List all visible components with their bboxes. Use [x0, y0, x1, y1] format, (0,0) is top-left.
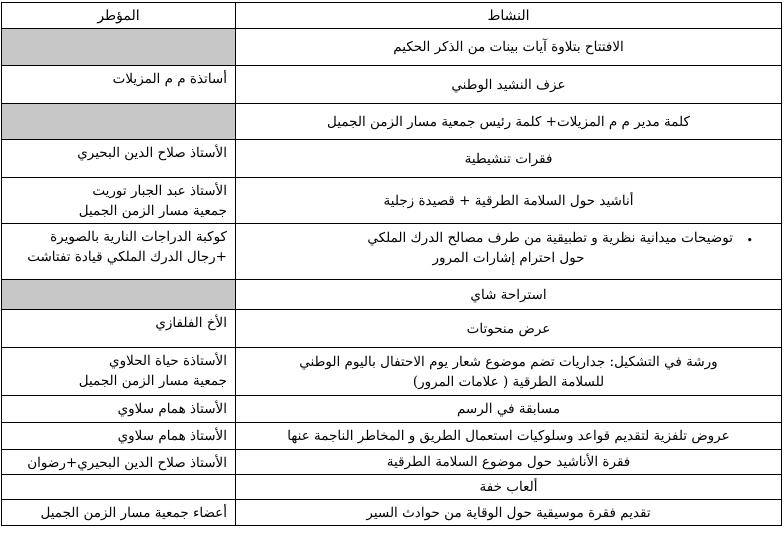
activity-cell [236, 423, 782, 450]
activity-text: حول احترام إشارات المرور [432, 250, 585, 266]
table-row [2, 224, 782, 280]
table-row [2, 500, 782, 526]
bullet-icon: • [746, 234, 753, 247]
table-row [2, 29, 782, 66]
supervisor-text: الأستاذ عبد الجبار توريت [92, 183, 227, 199]
activity-cell [236, 450, 782, 475]
activity-cell [236, 280, 782, 310]
table-body [2, 29, 782, 526]
table-row [2, 140, 782, 178]
activity-text: عزف النشيد الوطني [451, 76, 566, 93]
supervisor-text: الأخ الفلفازي [155, 315, 227, 331]
supervisor-cell-empty [2, 280, 236, 310]
supervisor-text: الأستاذ همام سلاوي [117, 401, 227, 417]
activity-cell [236, 140, 782, 178]
supervisor-text: +رجال الدرك الملكي قيادة تفتاشت [27, 249, 227, 265]
supervisor-text: أساتذة م م المزيلات [112, 71, 227, 87]
supervisor-cell [2, 224, 236, 280]
activity-text: استراحة شاي [470, 286, 547, 303]
table-row [2, 104, 782, 140]
activity-cell [236, 66, 782, 104]
header-activity: النشاط [236, 3, 782, 29]
activity-text: توضيحات ميدانية نظرية و تطبيقية من طرف مصالح الدرك الملكي [367, 230, 733, 246]
supervisor-text: الأستاذ همام سلاوي [117, 428, 227, 444]
supervisor-cell-empty [2, 29, 236, 66]
activity-text: للسلامة الطرقية ( علامات المرور) [412, 373, 605, 390]
supervisor-cell [2, 475, 236, 500]
activity-text: الافتتاح بتلاوة آيات بينات من الذكر الحكيم [393, 39, 624, 55]
table-row [2, 450, 782, 475]
program-table [1, 2, 782, 526]
supervisor-text: الأستاذة حياة الحلاوي [109, 353, 227, 369]
supervisor-text: أعضاء جمعية مسار الزمن الجميل [40, 505, 227, 521]
activity-cell [236, 104, 782, 140]
activity-text: تقديم فقرة موسيقية حول الوقاية من حوادث السير [366, 504, 651, 521]
table-row [2, 66, 782, 104]
activity-cell [236, 29, 782, 66]
supervisor-text: جمعية مسار الزمن الجميل [78, 203, 227, 219]
header-row [2, 3, 782, 29]
supervisor-text: الأستاذ صلاح الدين البحيري [77, 145, 227, 161]
activity-text: مسابقة في الرسم [456, 401, 561, 417]
activity-text: عرض منحوتات [466, 320, 551, 337]
supervisor-cell-empty [2, 104, 236, 140]
table-row [2, 310, 782, 348]
supervisor-cell [2, 178, 236, 224]
supervisor-cell [2, 450, 236, 475]
activity-cell [236, 310, 782, 348]
activity-text: ورشة في التشكيل: جداريات تضم موضوع شعار يوم الاحتفال باليوم الوطني [299, 353, 718, 370]
supervisor-cell [2, 140, 236, 178]
activity-text: فقرات تنشيطية [464, 150, 553, 167]
activity-text: عروض تلفزية لتقديم قواعد وسلوكيات استعمال الطريق و المخاطر الناجمة عنها [287, 428, 730, 444]
table-row [2, 178, 782, 224]
supervisor-cell [2, 396, 236, 423]
supervisor-cell [2, 66, 236, 104]
supervisor-cell [2, 310, 236, 348]
activity-text: كلمة مدير م م المزيلات+ كلمة رئيس جمعية مسار الزمن الجميل [327, 113, 690, 130]
supervisor-text: جمعية مسار الزمن الجميل [78, 373, 227, 389]
table-row [2, 423, 782, 450]
activity-text: ألعاب خفة [479, 479, 538, 495]
supervisor-cell [2, 348, 236, 396]
activity-text: أناشيد حول السلامة الطرقية + قصيدة زجلية [383, 192, 634, 209]
header-supervisor: المؤطر [2, 3, 236, 29]
program-sheet [2, 2, 782, 542]
table-row [2, 396, 782, 423]
table-row [2, 475, 782, 500]
activity-cell [236, 396, 782, 423]
supervisor-text: الأستاذ صلاح الدين البحيري+رضوان [27, 455, 227, 471]
activity-text: فقرة الأناشيد حول موضوع السلامة الطرقية [386, 454, 631, 470]
activity-cell [236, 475, 782, 500]
activity-cell [236, 224, 782, 280]
supervisor-cell [2, 500, 236, 526]
activity-cell [236, 500, 782, 526]
supervisor-cell [2, 423, 236, 450]
supervisor-text: كوكبة الدراجات النارية بالصويرة [50, 229, 227, 245]
table-row [2, 348, 782, 396]
activity-cell [236, 348, 782, 396]
activity-cell [236, 178, 782, 224]
table-row [2, 280, 782, 310]
